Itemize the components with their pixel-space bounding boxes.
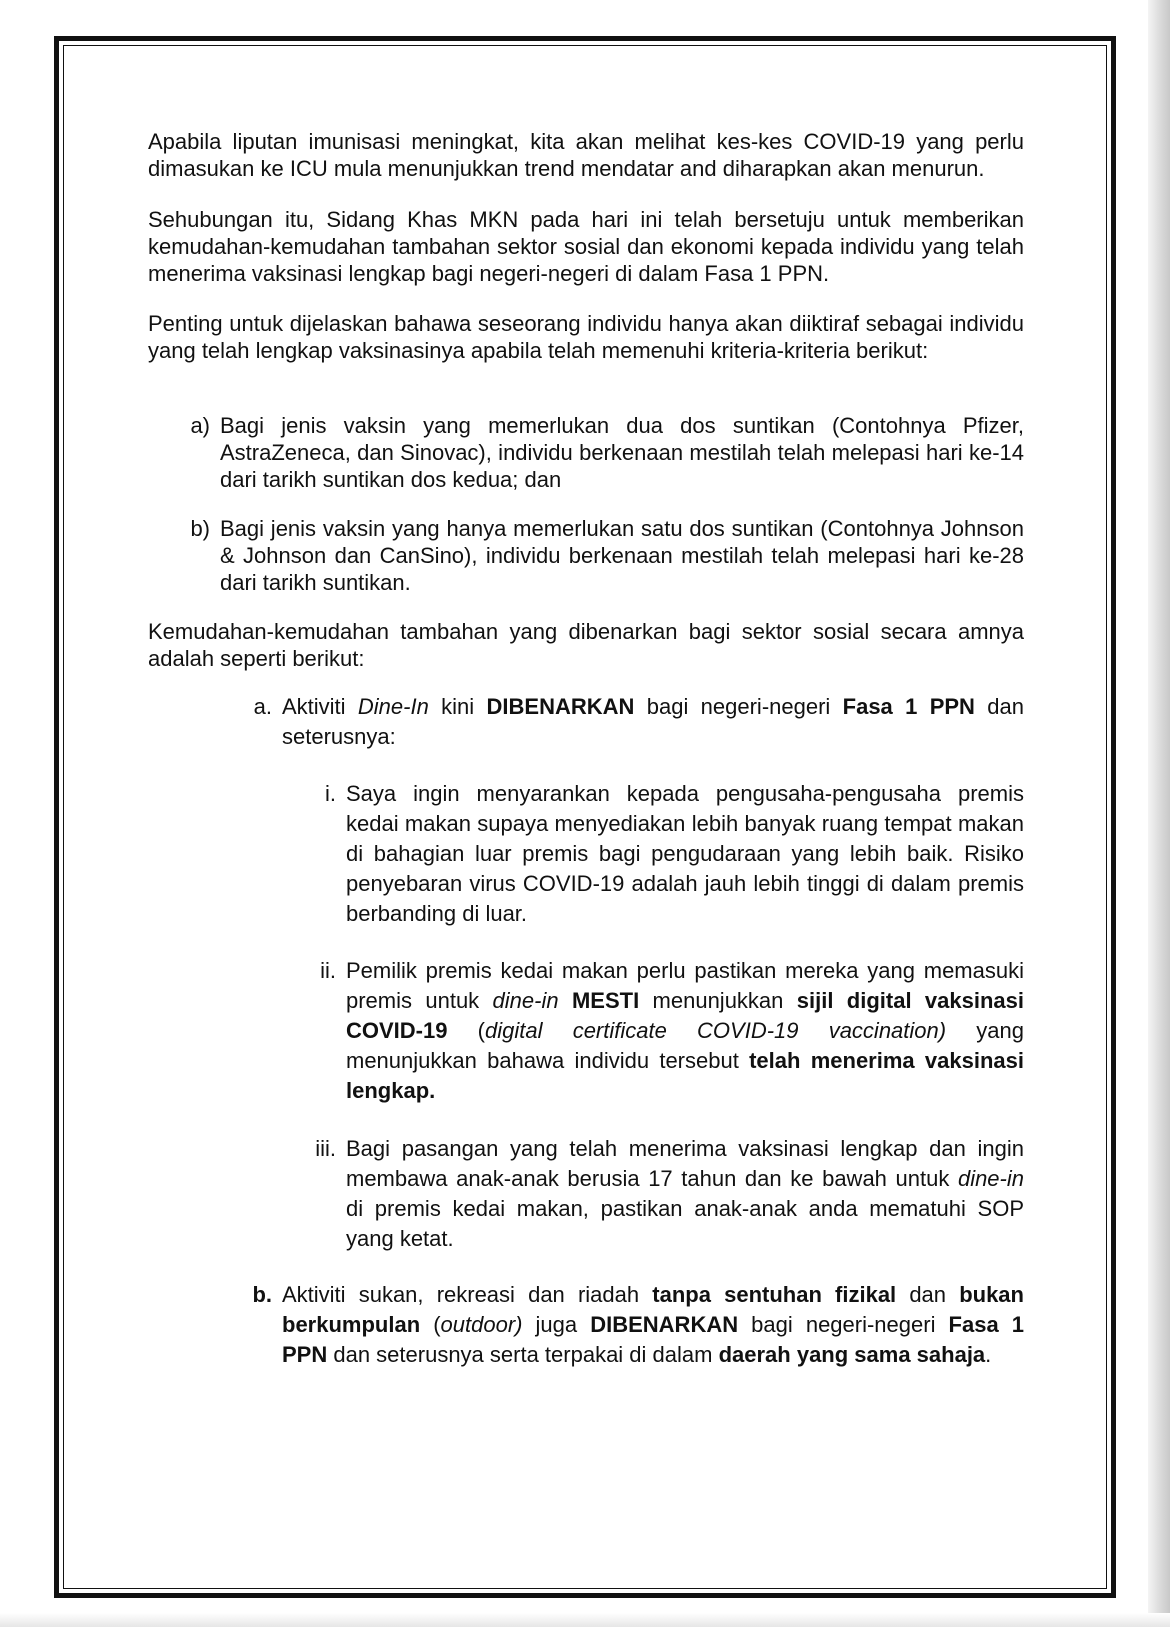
- paragraph-social-sector-intro: Kemudahan-kemudahan tambahan yang dibenarkan bagi sektor sosial secara amnya adalah seperti berikut:: [148, 619, 1024, 671]
- item-marker: b.: [252, 1282, 272, 1307]
- criteria-marker: a): [190, 413, 210, 438]
- page-bottom-shadow: [0, 1613, 1170, 1627]
- relaxation-item-b: [240, 1280, 1024, 1370]
- text-run: kini: [428, 694, 487, 719]
- text-run-bold: tanpa sentuhan fizikal: [652, 1282, 897, 1307]
- text-run-bold: DIBENARKAN: [590, 1312, 739, 1337]
- text-run-italic: digital certificate COVID-19 vaccination): [485, 1018, 947, 1043]
- text-run-italic: dine-in: [492, 988, 559, 1013]
- sub-item-ii-text: [346, 956, 1024, 1106]
- text-run: .: [985, 1342, 992, 1367]
- text-run: dan seterusnya:: [282, 694, 1024, 749]
- text-run-bold: MESTI: [571, 988, 640, 1013]
- text-run: (: [420, 1312, 441, 1337]
- text-run: juga: [522, 1312, 591, 1337]
- text-run-bold: sijil digital vaksinasi COVID-19: [346, 988, 1025, 1043]
- sub-item-i-text: Saya ingin menyarankan kepada pengusaha-pengusaha premis kedai makan supaya menyediakan lebih banyak ruang tempat makan di bahagian luar premis bagi pengudaraan yang lebih baik. Risiko penyebaran virus COVID-19 adalah jauh lebih tinggi di dalam premis berbanding di luar.: [346, 781, 1024, 926]
- text-run: Pemilik premis kedai makan perlu pastikan mereka yang memasuki premis untuk: [346, 958, 1024, 1013]
- sub-item-iii-text: [346, 1134, 1024, 1254]
- text-run: di premis kedai makan, pastikan anak-anak anda mematuhi SOP yang ketat.: [346, 1196, 1024, 1251]
- text-run-italic: Dine-In: [357, 694, 429, 719]
- text-run-italic: outdoor): [440, 1312, 523, 1337]
- sub-item-marker: i.: [325, 781, 336, 806]
- text-run: bagi negeri-negeri: [738, 1312, 949, 1337]
- criteria-text: Bagi jenis vaksin yang hanya memerlukan satu dos suntikan (Contohnya Johnson & Johnson dan CanSino), individu berkenaan mestilah telah melepasi hari ke-28 dari tarikh suntikan.: [220, 516, 1024, 595]
- text-run-bold: Fasa 1 PPN: [842, 694, 975, 719]
- text-run: Bagi pasangan yang telah menerima vaksinasi lengkap dan ingin membawa anak-anak berusia 17 tahun dan ke bawah untuk: [346, 1136, 1024, 1191]
- sub-item-marker: iii.: [315, 1136, 336, 1161]
- item-marker: a.: [253, 694, 272, 719]
- text-run: dan: [896, 1282, 960, 1307]
- sub-item-ii: [298, 956, 1024, 1106]
- text-run: Aktiviti sukan, rekreasi dan riadah: [282, 1282, 653, 1307]
- text-run: yang menunjukkan bahawa individu tersebut: [346, 1018, 1024, 1073]
- text-run-bold: Fasa 1 PPN: [282, 1312, 1024, 1367]
- text-run: Aktiviti: [282, 694, 358, 719]
- text-run: (: [447, 1018, 486, 1043]
- text-run: menunjukkan: [639, 988, 797, 1013]
- page-edge-shadow: [1148, 0, 1170, 1627]
- text-run-italic: dine-in: [957, 1166, 1024, 1191]
- text-run-bold: bukan berkumpulan: [282, 1282, 1024, 1337]
- text-run-bold: telah menerima vaksinasi lengkap.: [346, 1048, 1024, 1103]
- sub-item-iii: [298, 1134, 1024, 1254]
- text-run-bold: daerah yang sama sahaja: [718, 1342, 986, 1367]
- text-run: bagi negeri-negeri: [634, 694, 843, 719]
- text-run: [559, 988, 572, 1013]
- sub-item-i: [298, 779, 1024, 929]
- item-b-text: [282, 1280, 1024, 1370]
- item-a-text: [282, 692, 1024, 752]
- criteria-item-a: [174, 412, 1024, 493]
- paragraph-immunisation-coverage: Apabila liputan imunisasi meningkat, kita akan melihat kes-kes COVID-19 yang perlu dimasukan ke ICU mula menunjukkan trend mendatar and diharapkan akan menurun.: [148, 129, 1024, 181]
- paragraph-vaccination-criteria-intro: Penting untuk dijelaskan bahawa seseorang individu hanya akan diiktiraf sebagai individu yang telah lengkap vaksinasinya apabila telah memenuhi kriteria-kriteria berikut:: [148, 311, 1024, 363]
- text-run: dan seterusnya serta terpakai di dalam: [327, 1342, 719, 1367]
- criteria-item-b: [174, 515, 1024, 596]
- criteria-text: Bagi jenis vaksin yang memerlukan dua dos suntikan (Contohnya Pfizer, AstraZeneca, dan Sinovac), individu berkenaan mestilah telah melepasi hari ke-14 dari tarikh suntikan dos kedua; dan: [220, 413, 1024, 492]
- criteria-marker: b): [190, 516, 210, 541]
- sub-item-marker: ii.: [320, 958, 336, 983]
- paragraph-mkn-decision: Sehubungan itu, Sidang Khas MKN pada hari ini telah bersetuju untuk memberikan kemudahan-kemudahan tambahan sektor sosial dan ekonomi kepada individu yang telah menerima vaksinasi lengkap bagi negeri-negeri di dalam Fasa 1 PPN.: [148, 207, 1024, 286]
- text-run-bold: DIBENARKAN: [486, 694, 635, 719]
- relaxation-item-a: [240, 692, 1024, 752]
